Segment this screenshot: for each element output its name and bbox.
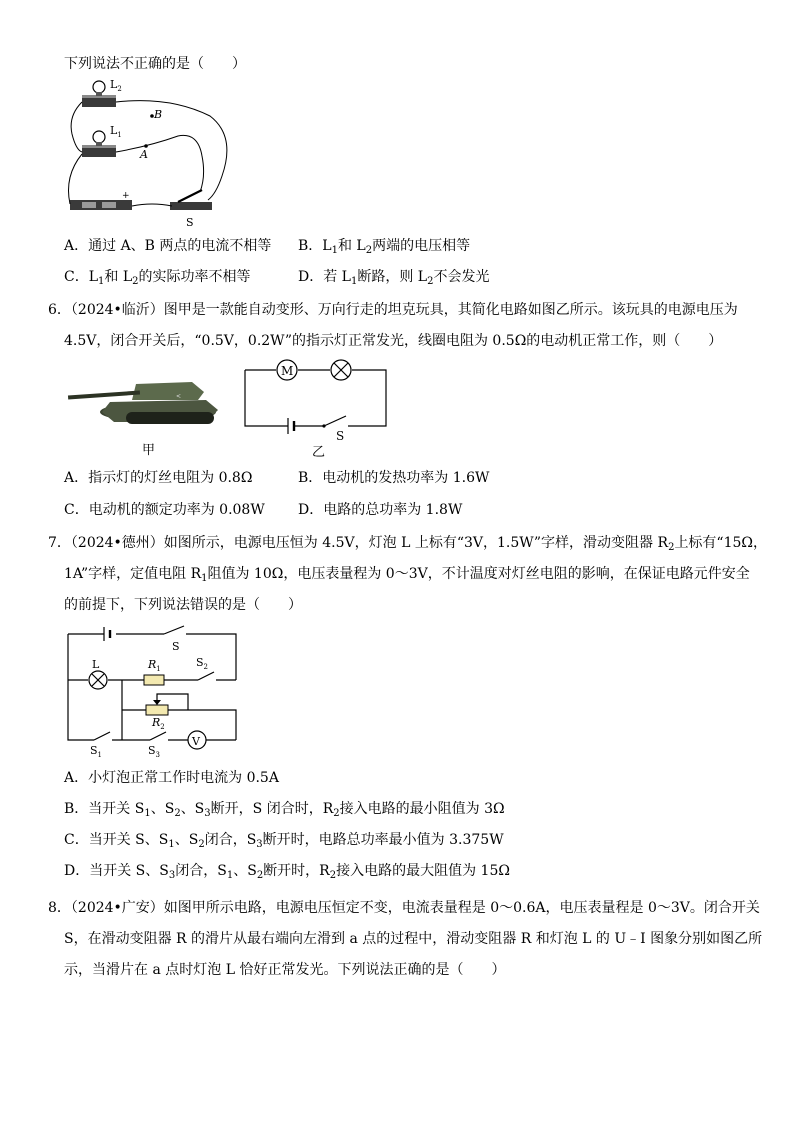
- q6-option-d: D．电路的总功率为 1.8W: [298, 502, 463, 518]
- figure-jia-label: 甲: [142, 443, 156, 458]
- switch-s-icon: [170, 190, 212, 210]
- indicator-lamp-icon: [331, 360, 351, 380]
- q7-line-2: 1A”字样，定值电阻 $R_1$阻值为 10Ω，电压表量程为 0～3V，不计温度对灯丝电阻的影响，在保证电路元件安全: [64, 566, 750, 584]
- tank-toy-figure: [66, 362, 226, 456]
- q6-option-c: C．电动机的额定功率为 0.08W: [64, 502, 265, 518]
- lamp-l-label: L: [92, 658, 100, 671]
- resistor-r2-label: $R_2$: [152, 716, 165, 731]
- q7-option-d: D．当开关 S、$S_3$闭合，$S_1$、$S_2$断开时，$R_2$接入电路的最大阻值为 15Ω: [64, 863, 510, 881]
- q8-line-2: S，在滑动变阻器 R 的滑片从最右端向左滑到 a 点的过程中，滑动变阻器 R 和灯泡 L 的 U﹣I 图象分别如图乙所: [64, 931, 763, 947]
- q5-option-d: D．若 $L_1$断路，则 $L_2$不会发光: [298, 269, 490, 287]
- q8-line-3: 示，当滑片在 a 点时灯泡 L 恰好正常发光。下列说法正确的是（ ）: [64, 962, 506, 978]
- svg-text:V: V: [192, 735, 200, 748]
- tank-icon: [68, 382, 218, 424]
- lamp-l1-label: $L_1$: [110, 124, 122, 139]
- switch-s3-icon: [150, 732, 166, 740]
- svg-text:M: M: [281, 364, 294, 378]
- q6-option-a: A．指示灯的灯丝电阻为 0.8Ω: [64, 470, 253, 486]
- switch-s2-label: $S_2$: [196, 656, 209, 671]
- q7-option-c: C．当开关 S、$S_1$、$S_2$闭合，$S_3$断开时，电路总功率最小值为 3.375W: [64, 832, 504, 850]
- battery-icon: [70, 200, 132, 210]
- q8-line-1: 8．（2024•广安）如图甲所示电路，电源电压恒定不变，电流表量程是 0～0.6A，电压表量程是 0～3V。闭合开关: [48, 900, 760, 916]
- svg-text:<: <: [176, 393, 182, 400]
- q6-line-1: 6．（2024•临沂）图甲是一款能自动变形、万向行走的坦克玩具，其简化电路如图乙所示。该玩具的电源电压为: [48, 302, 738, 318]
- lamp-l-icon: [89, 671, 107, 689]
- q7-line-1: 7．（2024•德州）如图所示，电源电压恒为 4.5V，灯泡 L 上标有“3V，1.5W”字样，滑动变阻器 $R_2$上标有“15Ω，: [48, 535, 768, 553]
- q6-option-b: B．电动机的发热功率为 1.6W: [298, 470, 490, 486]
- switch-s2-icon: [198, 672, 214, 680]
- q5-option-c: C．$L_1$和 $L_2$的实际功率不相等: [64, 269, 251, 287]
- q7-option-b: B．当开关 $S_1$、$S_2$、$S_3$断开，S 闭合时，$R_2$接入电路的最小阻值为 3Ω: [64, 801, 505, 819]
- q5-circuit-figure: [60, 76, 230, 230]
- switch-s-label: S: [336, 429, 345, 443]
- q7-option-a: A．小灯泡正常工作时电流为 0.5A: [64, 770, 279, 786]
- q7-circuit-figure: [64, 628, 242, 762]
- switch-s-icon: [322, 416, 346, 428]
- lamp-l2-label: $L_2$: [110, 78, 122, 93]
- voltmeter-icon: [188, 731, 206, 749]
- resistor-r1-icon: [144, 675, 164, 685]
- switch-s1-label: $S_1$: [90, 744, 103, 759]
- resistor-r2-icon: [146, 705, 168, 715]
- figure-yi-label: 乙: [312, 445, 326, 460]
- q5-stem: 下列说法不正确的是（ ）: [64, 56, 246, 72]
- point-a-label: A: [140, 148, 148, 161]
- switch-s1-icon: [94, 732, 110, 740]
- q7-line-3: 的前提下，下列说法错误的是（ ）: [64, 597, 302, 613]
- switch-s-label: S: [186, 216, 194, 229]
- q6-line-2: 4.5V，闭合开关后，“0.5V，0.2W”的指示灯正常发光，线圈电阻为 0.5Ω的电动机正常工作，则（ ）: [64, 333, 723, 349]
- q5-option-a: A．通过 A、B 两点的电流不相等: [64, 238, 272, 254]
- point-b-label: B: [154, 108, 163, 121]
- q6-circuit-figure: [244, 358, 390, 458]
- resistor-r1-label: $R_1$: [148, 658, 161, 673]
- switch-s-icon: [164, 626, 184, 634]
- q5-option-b: B．$L_1$和 $L_2$两端的电压相等: [298, 238, 471, 256]
- slider-arrow-icon: [153, 700, 161, 705]
- motor-icon: [277, 360, 297, 380]
- switch-s3-label: $S_3$: [148, 744, 161, 759]
- battery-icon: [288, 418, 294, 434]
- battery-plus-label: +: [122, 191, 130, 201]
- switch-s-label: S: [172, 640, 180, 653]
